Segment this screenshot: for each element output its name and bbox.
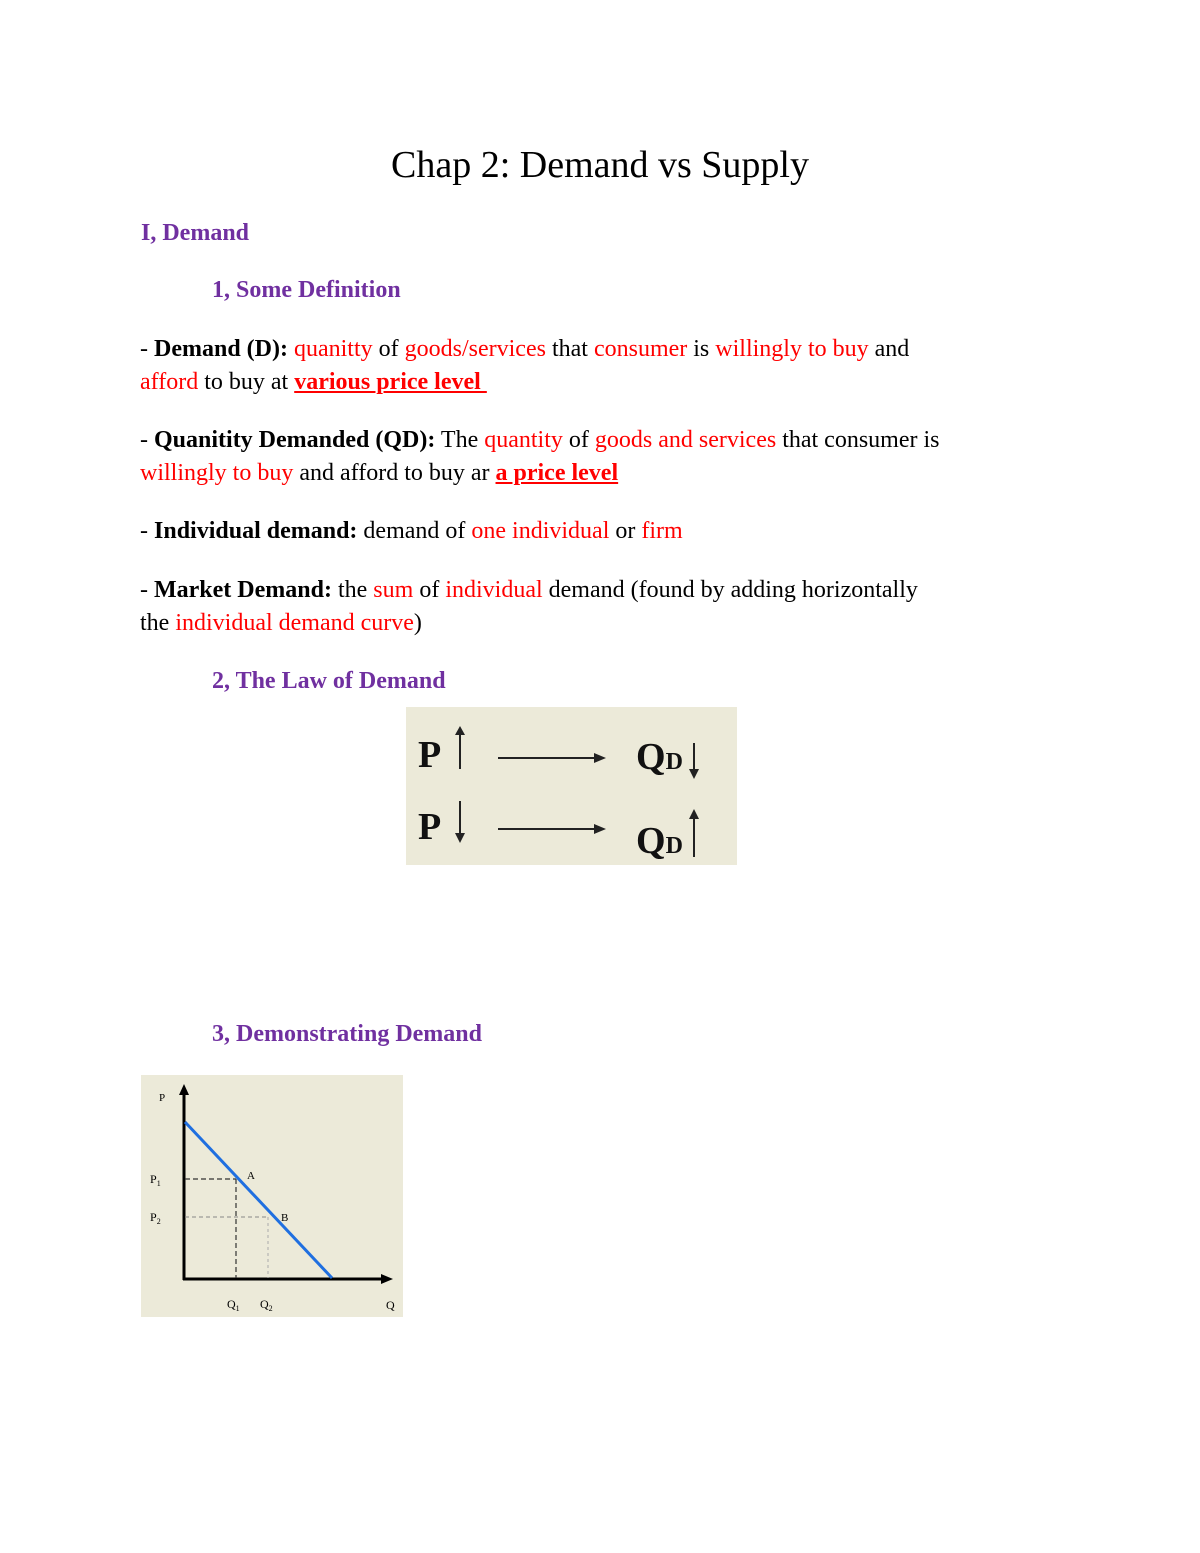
law-of-demand-figure — [406, 707, 737, 865]
definition-individual-demand: - Individual demand: demand of one individual or firm — [140, 518, 683, 544]
y-axis-label: P — [159, 1092, 166, 1104]
definition-quantity-demanded: - Quanitity Demanded (QD): The quantity of goods and services that consumer is willingly to buy and afford to buy ar a price level — [140, 427, 940, 486]
x-axis-label: Q — [386, 1298, 395, 1312]
arrow-down-icon — [452, 799, 468, 845]
definition-demand: - Demand (D): quanitty of goods/services that consumer is willingly to buy and afford to buy at various price level — [140, 336, 910, 395]
term-individual-demand: Individual demand: — [154, 518, 358, 544]
demand-curve-graph — [141, 1075, 403, 1317]
arrow-right-icon — [498, 751, 608, 765]
y-axis-arrow — [179, 1084, 189, 1095]
p2-label: $P_2$ — [150, 1210, 161, 1226]
quantity-label-row2: QD — [636, 820, 683, 862]
term-quantity-demanded: Quanitity Demanded — [154, 427, 370, 453]
term-demand: Demand (D): — [154, 336, 288, 362]
q1-label: $Q_1$ — [227, 1297, 240, 1313]
arrow-right-icon — [498, 822, 608, 836]
subheading-some-definition: 1, Some Definition — [212, 277, 401, 303]
price-label-row2: P — [418, 806, 442, 848]
p1-label: $P_1$ — [150, 1172, 161, 1188]
highlight-a-price-level: a price level — [495, 460, 619, 486]
x-axis-arrow — [381, 1274, 393, 1284]
point-b-label: B — [281, 1212, 289, 1224]
highlight-various-price-level: various price level — [294, 369, 487, 395]
quantity-label-row1: QD — [636, 736, 683, 778]
definition-market-demand: - Market Demand: the sum of individual demand (found by adding horizontally the individual demand curve) — [140, 577, 918, 636]
arrow-up-icon — [686, 807, 702, 859]
arrow-down-icon — [686, 741, 702, 781]
arrow-up-icon — [452, 725, 468, 771]
price-label-row1: P — [418, 734, 442, 776]
demand-curve-line — [185, 1122, 332, 1278]
demand-curve-svg — [141, 1075, 403, 1317]
subheading-demonstrating-demand: 3, Demonstrating Demand — [212, 1021, 482, 1047]
section-heading-demand: I, Demand — [141, 220, 250, 246]
q2-label: $Q_2$ — [260, 1297, 273, 1313]
page-title: Chap 2: Demand vs Supply — [391, 144, 809, 186]
term-market-demand: Market Demand: — [154, 577, 332, 603]
point-a-label: A — [247, 1170, 255, 1182]
subheading-law-of-demand: 2, The Law of Demand — [212, 668, 446, 694]
